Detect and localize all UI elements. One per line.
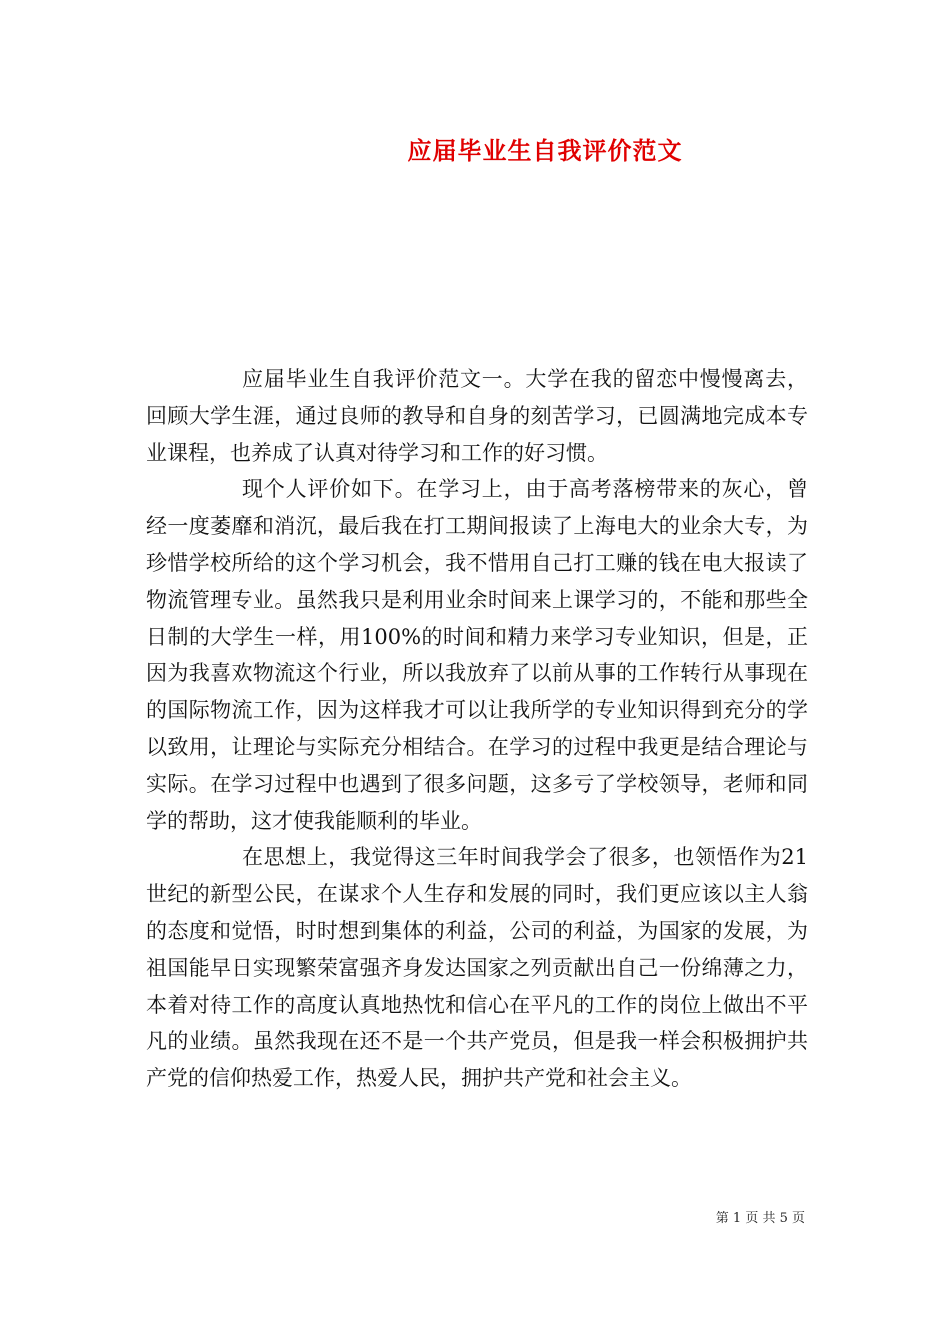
document-body [146,361,808,1097]
page-number-footer: 第 1 页 共 5 页 [715,1211,805,1226]
paragraph-2: 现个人评价如下。在学习上，由于高考落榜带来的灰心，曾经一度萎靡和消沉，最后我在打工期间报读了上海电大的业余大专，为珍惜学校所给的这个学习机会，我不惜用自己打工赚的钱在电大报读了物流管理专业。虽然我只是利用业余时间来上课学习的，不能和那些全日制的大学生一样，用100%的时间和精力来学习专业知识，但是，正因为我喜欢物流这个行业，所以我放弃了以前从事的工作转行从事现在的国际物流工作，因为这样我才可以让我所学的专业知识得到充分的学以致用，让理论与实际充分相结合。在学习的过程中我更是结合理论与实际。在学习过程中也遇到了很多问题，这多亏了学校领导，老师和同学的帮助，这才使我能顺利的毕业。 [146,477,808,833]
paragraph-1: 应届毕业生自我评价范文一。大学在我的留恋中慢慢离去，回顾大学生涯，通过良师的教导和自身的刻苦学习，已圆满地完成本专业课程，也养成了认真对待学习和工作的好习惯。 [146,367,808,465]
document-title: 应届毕业生自我评价范文 [407,136,683,165]
paragraph-3: 在思想上，我觉得这三年时间我学会了很多，也领悟作为21世纪的新型公民，在谋求个人生存和发展的同时，我们更应该以主人翁的态度和觉悟，时时想到集体的利益，公司的利益，为国家的发展，为祖国能早日实现繁荣富强齐身发达国家之列贡献出自己一份绵薄之力，本着对待工作的高度认真地热忱和信心在平凡的工作的岗位上做出不平凡的业绩。虽然我现在还不是一个共产党员，但是我一样会积极拥护共产党的信仰热爱工作，热爱人民，拥护共产党和社会主义。 [146,845,808,1091]
